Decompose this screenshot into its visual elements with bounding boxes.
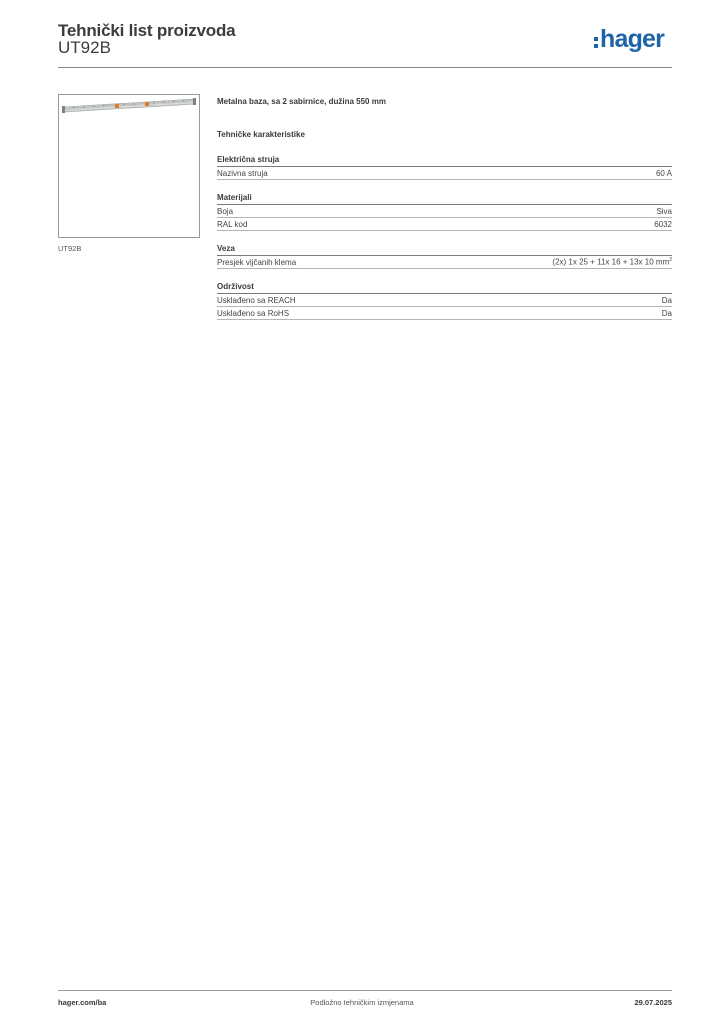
logo-text: hager [600, 25, 665, 53]
footer-notice: Podložno tehničkim izmjenama [310, 998, 414, 1007]
product-description: Metalna baza, sa 2 sabirnice, dužina 550 mm [217, 97, 386, 106]
spec-label: Boja [217, 206, 234, 216]
spec-row [217, 167, 672, 180]
characteristics-heading: Tehničke karakteristike [217, 130, 305, 139]
spec-row [217, 294, 672, 307]
footer-website-link[interactable]: hager.com/ba [58, 998, 107, 1007]
spec-row [217, 256, 672, 269]
product-image [58, 94, 200, 238]
spec-label: Usklađeno sa REACH [217, 295, 296, 305]
section-sustainability [217, 282, 672, 320]
document-title: Tehnički list proizvoda [58, 21, 236, 40]
spec-row [217, 218, 672, 231]
section-title: Materijali [217, 193, 672, 205]
section-title: Održivost [217, 282, 672, 294]
footer-date: 29.07.2025 [634, 998, 672, 1007]
section-electrical [217, 155, 672, 180]
product-code: UT92B [58, 38, 111, 57]
spec-value: Da [661, 308, 672, 318]
image-caption: UT92B [58, 244, 82, 253]
section-materials [217, 193, 672, 231]
spec-label: Presjek vijčanih klema [217, 257, 297, 267]
spec-content [217, 97, 672, 320]
section-title: Veza [217, 244, 672, 256]
busbar-rail-icon [59, 95, 199, 237]
spec-row [217, 205, 672, 218]
section-connection [217, 244, 672, 269]
hager-logo[interactable] [594, 27, 664, 52]
unit-superscript: 2 [669, 257, 672, 264]
spec-value-wrap [552, 257, 672, 267]
section-title: Električna struja [217, 155, 672, 167]
spec-value: Da [661, 295, 672, 305]
spec-label: Usklađeno sa RoHS [217, 308, 290, 318]
spec-label: RAL kod [217, 219, 248, 229]
spec-value: Siva [656, 206, 672, 216]
spec-value: (2x) 1x 25 + 11x 16 + 13x 10 mm [552, 257, 670, 267]
spec-value: 60 A [655, 168, 672, 178]
spec-row [217, 307, 672, 320]
footer-divider [58, 990, 672, 991]
header-divider [58, 67, 672, 68]
logo-colon-icon [594, 37, 598, 48]
spec-label: Nazivna struja [217, 168, 268, 178]
spec-value: 6032 [654, 219, 672, 229]
